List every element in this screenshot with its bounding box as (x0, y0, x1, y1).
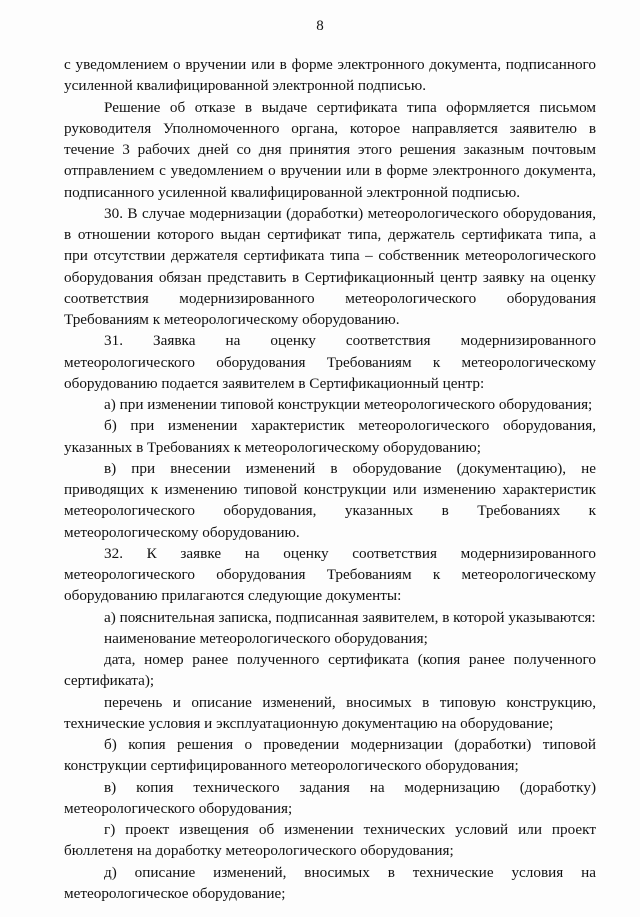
paragraph-item-32-g: г) проект извещения об изменении технических условий или проект бюллетеня на доработку метеорологического оборудования; (64, 821, 596, 860)
paragraph-refusal-decision: Решение об отказе в выдаче сертификата типа оформляется письмом руководителя Уполномоченного органа, которое направляется заявителю в течение 3 рабочих дней со дня принятия этого решения заказным почтовым отправлением с уведомлением о вручении или в форме электронного документа, подписанного усиленной квалифицированной электронной подписью. (64, 98, 596, 201)
paragraph-changes-list: перечень и описание изменений, вносимых в типовую конструкцию, технические условия и эксплуатационную документацию на оборудование; (64, 693, 596, 732)
paragraph-item-31-v: в) при внесении изменений в оборудование (документацию), не приводящих к изменению типовой конструкции или изменению характеристик метеорологического оборудования, указанных в Требованиях к метеорологическому оборудованию. (64, 459, 596, 541)
paragraph-equipment-name: наименование метеорологического оборудования; (104, 629, 428, 647)
paragraph-item-30: 30. В случае модернизации (доработки) метеорологического оборудования, в отношении которого выдан сертификат типа, держатель сертификата типа, а при отсутствии держателя сертификата типа – собственник метеорологического оборудования обязан представить в Сертификационный центр заявку на оценку соответствия модернизированного метеорологического оборудования Требованиям к метеорологическому оборудованию. (64, 204, 596, 328)
paragraph-item-32-v: в) копия технического задания на модернизацию (доработку) метеорологического оборудования; (64, 778, 596, 817)
paragraph-item-32-b: б) копия решения о проведении модернизации (доработки) типовой конструкции сертифицированного метеорологического оборудования; (64, 736, 596, 775)
paragraph-item-31: 31. Заявка на оценку соответствия модернизированного метеорологического оборудования Требованиям к метеорологическому оборудованию подается заявителем в Сертификационный центр: (64, 332, 596, 392)
paragraph-item-31-b: б) при изменении характеристик метеорологического оборудования, указанных в Требованиях к метеорологическому оборудованию; (64, 417, 596, 456)
paragraph-certificate-date: дата, номер ранее полученного сертификата (копия ранее полученного сертификата); (64, 651, 596, 690)
paragraph-item-31-a: а) при изменении типовой конструкции метеорологического оборудования; (104, 396, 593, 413)
page-number: 8 (316, 18, 324, 34)
paragraph-item-32-d: д) описание изменений, вносимых в технические условия на метеорологическое оборудование; (64, 863, 596, 902)
paragraph-item-32: 32. К заявке на оценку соответствия модернизированного метеорологического оборудования Требованиям к метеорологическому оборудованию прилагаются следующие документы: (64, 544, 596, 605)
page-body (64, 54, 596, 904)
paragraph-item-32-a: а) пояснительная записка, подписанная заявителем, в которой указываются: (104, 608, 596, 626)
paragraph-continuation: с уведомлением о вручении или в форме электронного документа, подписанного усиленной квалифицированной электронной подписью. (64, 56, 596, 95)
